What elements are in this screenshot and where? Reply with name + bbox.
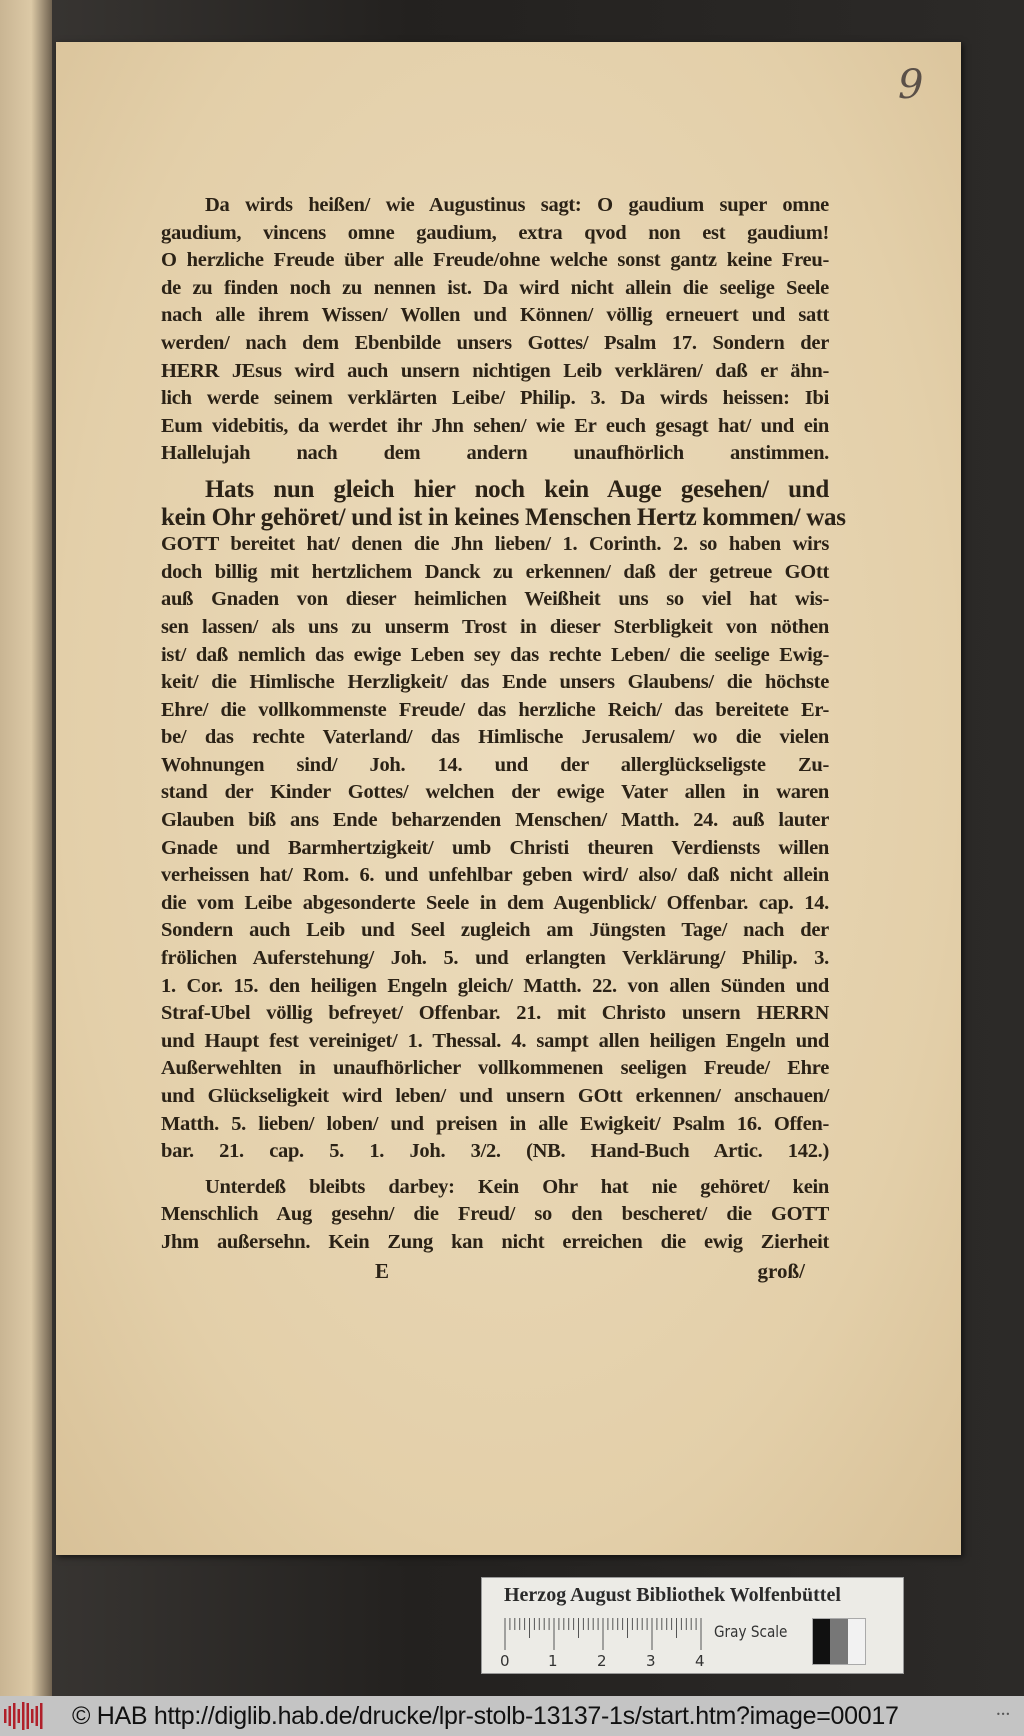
gray-scale-label: Gray Scale — [714, 1622, 788, 1641]
text-line: de zu finden noch zu nennen ist. Da wird nicht allein die seelige Seele — [161, 276, 829, 299]
ruler-number: 0 — [500, 1652, 510, 1670]
logo-bar — [22, 1702, 25, 1730]
text-line: Straf-Ubel völlig befreyet/ Offenbar. 21. mit Christo unsern HERRN — [161, 1002, 829, 1025]
catchword: groß/ — [757, 1258, 805, 1283]
logo-bar — [18, 1709, 21, 1723]
text-line: GOTT bereitet hat/ denen die Jhn lieben/ 1. Corinth. 2. so haben wirs — [161, 533, 829, 556]
text-line: auß Gnaden von dieser heimlichen Weißheit uns so viel hat wis- — [161, 588, 829, 611]
text-line: Ehre/ die vollkommenste Freude/ das herzliche Reich/ das bereitete Er- — [161, 698, 829, 721]
signature-mark: E — [375, 1258, 390, 1283]
more-icon[interactable]: ••• — [996, 1710, 1011, 1719]
text-line: Jhm außersehn. Kein Zung kan nicht erreichen die ewig Zierheit — [161, 1230, 829, 1253]
gray-swatch — [830, 1619, 847, 1664]
footer-bar — [0, 1696, 1024, 1736]
text-line: ist/ daß nemlich das ewige Leben sey das rechte Leben/ die seelige Ewig- — [161, 643, 829, 666]
text-line: O herzliche Freude über alle Freude/ohne welche sonst gantz keine Freu- — [161, 249, 829, 272]
text-line: frölichen Auferstehung/ Joh. 5. und erlangten Verklärung/ Philip. 3. — [161, 947, 829, 970]
ruler-number: 2 — [597, 1652, 607, 1670]
ruler-number: 1 — [548, 1652, 558, 1670]
text-line: stand der Kinder Gottes/ welchen der ewige Vater allen in waren — [161, 781, 829, 804]
text-line: nach alle ihrem Wissen/ Wollen und Können/ völlig erneuert und satt — [161, 304, 829, 327]
page-footer-line — [161, 1257, 829, 1285]
text-line: Eum videbitis, da werdet ihr Jhn sehen/ wie Er euch gesagt hat/ und ein — [161, 414, 829, 437]
text-line: Hats nun gleich hier noch kein Auge gesehen/ und — [205, 475, 829, 503]
page-text — [161, 192, 846, 1285]
text-line: gaudium, vincens omne gaudium, extra qvod non est gaudium! — [161, 221, 829, 244]
text-line: doch billig mit hertzlichem Danck zu erkennen/ daß der getreue GOtt — [161, 560, 829, 583]
ruler-number: 4 — [695, 1652, 705, 1670]
library-label — [481, 1577, 904, 1674]
text-line: kein Ohr gehöret/ und ist in keines Menschen Hertz kommen/ was — [161, 503, 846, 531]
text-line: bar. 21. cap. 5. 1. Joh. 3/2. (NB. Hand-Buch Artic. 142.) — [161, 1140, 829, 1163]
hab-logo-icon — [4, 1701, 46, 1731]
logo-bar — [27, 1703, 30, 1729]
library-name: Herzog August Bibliothek Wolfenbüttel — [504, 1584, 841, 1606]
text-line: sen lassen/ als uns zu unserm Trost in dieser Sterbligkeit von nöthen — [161, 615, 829, 638]
text-line: werden/ nach dem Ebenbilde unsers Gottes/ Psalm 17. Sondern der — [161, 331, 829, 354]
page-number: 9 — [898, 62, 924, 108]
text-line: Menschlich Aug gesehn/ die Freud/ so den bescheret/ die GOTT — [161, 1203, 829, 1226]
ruler-number: 3 — [646, 1652, 656, 1670]
gray-scale-swatches — [812, 1618, 866, 1665]
footer-copyright-url[interactable]: © HAB http://diglib.hab.de/drucke/lpr-stolb-13137-1s/start.htm?image=00017 — [72, 1702, 899, 1730]
ruler — [504, 1618, 704, 1650]
text-line: Hallelujah nach dem andern unaufhörlich anstimmen. — [161, 442, 829, 465]
text-line: verheissen hat/ Rom. 6. und unfehlbar geben wird/ also/ daß nicht allein — [161, 864, 829, 887]
gray-swatch — [848, 1619, 865, 1664]
text-line: Außerwehlten in unaufhörlicher vollkommenen seeligen Freude/ Ehre — [161, 1057, 829, 1080]
logo-bar — [31, 1709, 34, 1723]
text-line: und Haupt fest vereiniget/ 1. Thessal. 4. sampt allen heiligen Engeln und — [161, 1029, 829, 1052]
text-line: Unterdeß bleibts darbey: Kein Ohr hat nie gehöret/ kein — [205, 1175, 829, 1198]
text-line: Wohnungen sind/ Joh. 14. und der allerglückseligste Zu- — [161, 753, 829, 776]
text-line: Gnade und Barmhertzigkeit/ umb Christi theuren Verdiensts willen — [161, 836, 829, 859]
text-line: Da wirds heißen/ wie Augustinus sagt: O gaudium super omne — [205, 194, 829, 216]
text-line: HERR JEsus wird auch unsern nichtigen Leib verklären/ daß er ähn- — [161, 359, 829, 382]
text-line: 1. Cor. 15. den heiligen Engeln gleich/ Matth. 22. von allen Sünden und — [161, 974, 829, 997]
gray-swatch — [813, 1619, 830, 1664]
text-line: Matth. 5. lieben/ loben/ und preisen in alle Ewigkeit/ Psalm 16. Offen- — [161, 1112, 829, 1135]
adjacent-page-edge — [0, 0, 52, 1696]
logo-bar — [4, 1709, 7, 1723]
text-line: keit/ die Himlische Herzligkeit/ das Ende unsers Glaubens/ die höchste — [161, 671, 829, 694]
logo-bar — [13, 1703, 16, 1729]
text-line: und Glückseligkeit wird leben/ und unsern GOtt erkennen/ anschauen/ — [161, 1085, 829, 1107]
logo-bar — [36, 1706, 39, 1726]
text-line: die vom Leibe abgesonderte Seele in dem Augenblick/ Offenbar. cap. 14. — [161, 891, 829, 914]
text-line: Glauben biß ans Ende beharzenden Menschen/ Matth. 24. auß lauter — [161, 809, 829, 832]
text-line: lich werde seinem verklärten Leibe/ Philip. 3. Da wirds heissen: Ibi — [161, 387, 829, 410]
logo-bar — [9, 1706, 12, 1726]
logo-bar — [40, 1703, 43, 1729]
text-line: be/ das rechte Vaterland/ das Himlische Jerusalem/ wo die vielen — [161, 726, 829, 749]
text-line: Sondern auch Leib und Seel zugleich am Jüngsten Tage/ nach der — [161, 919, 829, 942]
